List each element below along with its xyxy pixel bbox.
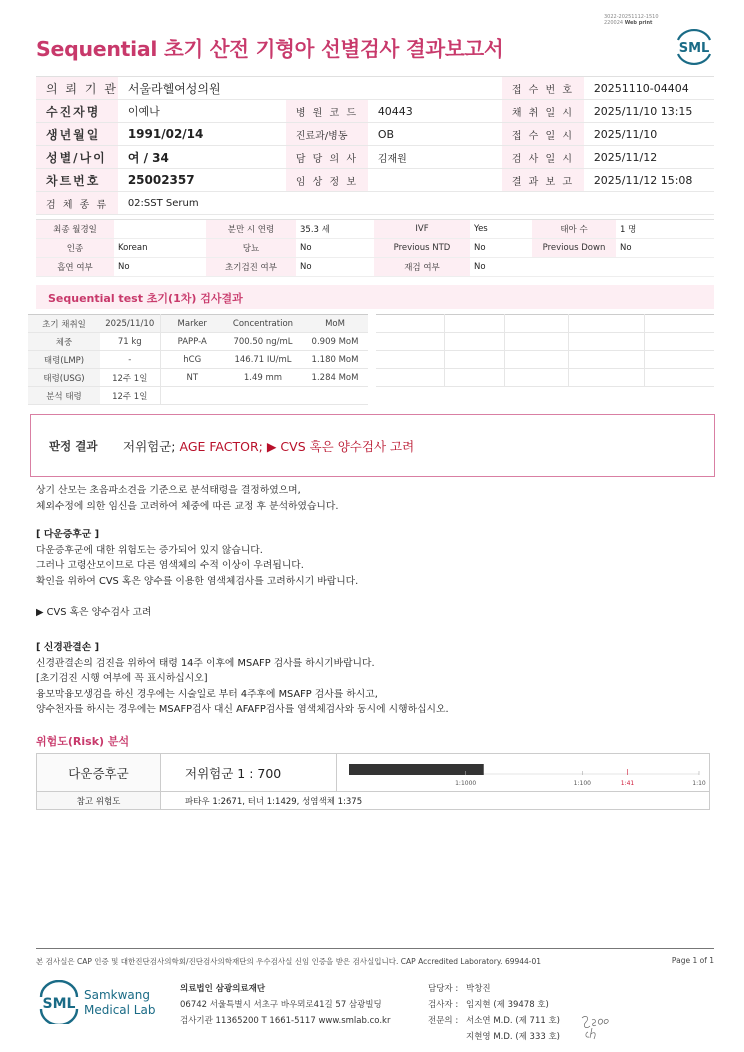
staff-name: 지현영 M.D. (제 333 호) bbox=[466, 1032, 561, 1042]
table-cell: 분석 태령 bbox=[28, 387, 100, 405]
reference-label: 참고 위험도 bbox=[37, 792, 161, 810]
empty-results-grid bbox=[376, 314, 714, 387]
address: 06742 서울특별시 서초구 바우뫼로41길 57 삼광빌딩 bbox=[180, 1000, 382, 1010]
staff-list: 담당자 : 박창진 검사자 : 임지현 (제 39478 호) 전문의 : 서소연 M.D. (제 711 호) 지현영 M.D. (제 333 호) bbox=[428, 984, 561, 1042]
table-cell: 태령(LMP) bbox=[28, 351, 100, 369]
staff-name: 임지현 (제 39478 호) bbox=[466, 1000, 549, 1010]
table-cell: 146.71 IU/mL bbox=[224, 351, 302, 369]
page-number: Page 1 of 1 bbox=[671, 956, 714, 965]
accreditation-note: 본 검사실은 CAP 인증 및 대한진단검사의학회/진단검사의학재단의 우수검사실 신임 인증을 받은 검사실입니다. CAP Accredited Laboratory. 69944-01 bbox=[36, 957, 542, 966]
judgement-value bbox=[123, 437, 414, 455]
sex-age-value: 여 / 34 bbox=[118, 146, 286, 169]
column-header: Marker bbox=[160, 315, 224, 333]
risk-tick-label: 1:1000 bbox=[455, 780, 477, 787]
hospital-code-value: 40443 bbox=[368, 100, 502, 123]
svg-text:SML: SML bbox=[42, 996, 76, 1012]
table-row bbox=[28, 315, 368, 333]
diabetes-value: No bbox=[296, 239, 374, 258]
text-line: 신경관결손의 검진을 위하여 태령 14주 이후에 MSAFP 검사를 하시기바랍니다. bbox=[36, 657, 375, 669]
table-cell: NT bbox=[160, 369, 224, 387]
retest-value: No bbox=[470, 258, 532, 277]
prev-down-value: No bbox=[616, 239, 714, 258]
collect-date-label: 채 취 일 시 bbox=[502, 100, 584, 123]
table-cell: 2025/11/10 bbox=[100, 315, 160, 333]
signature bbox=[578, 1010, 612, 1042]
lab-name-line: Samkwang bbox=[84, 988, 150, 1002]
risk-label: 다운증후군 bbox=[37, 754, 161, 792]
table-cell: 71 kg bbox=[100, 333, 160, 351]
text-line: 확인을 위하여 CVS 혹은 양수를 이용한 염색체검사를 고려하시기 바랍니다. bbox=[36, 575, 359, 587]
text-line: [초기검진 시행 여부에 꼭 표시하십시오] bbox=[36, 673, 208, 684]
retest-label: 재검 여부 bbox=[374, 258, 470, 277]
test-date-label: 검 사 일 시 bbox=[502, 146, 584, 169]
doctor-value: 김재원 bbox=[368, 146, 502, 169]
text-line: 체외수정에 의한 임신을 고려하여 체중에 따른 교정 후 분석하였습니다. bbox=[36, 500, 339, 512]
table-cell: 1.49 mm bbox=[224, 369, 302, 387]
table-cell: 12주 1일 bbox=[100, 387, 160, 405]
table-cell: 태령(USG) bbox=[28, 369, 100, 387]
down-syndrome-note bbox=[36, 527, 358, 589]
chart-no-value: 25002357 bbox=[118, 169, 286, 192]
risk-tick-label: 1:41 bbox=[620, 780, 635, 787]
paragraph-heading: [ 다운증후군 ] bbox=[36, 529, 100, 540]
text-line: 융모막융모생검을 하신 경우에는 시술일로 부터 4주후에 MSAFP 검사를 하시고, bbox=[36, 688, 378, 700]
judgement-recommendation: AGE FACTOR; ▶ CVS 혹은 양수검사 고려 bbox=[179, 439, 415, 454]
fetus-label: 태아 수 bbox=[532, 220, 616, 239]
patient-value: 이예나 bbox=[118, 100, 286, 123]
early-test-label: 초기검진 여부 bbox=[206, 258, 296, 277]
ivf-label: IVF bbox=[374, 220, 470, 239]
sml-logo bbox=[672, 24, 716, 66]
prev-ntd-label: Previous NTD bbox=[374, 239, 470, 258]
race-value: Korean bbox=[114, 239, 206, 258]
staff-name: 박창진 bbox=[466, 984, 491, 994]
table-cell: 1.284 MoM bbox=[302, 369, 368, 387]
smoking-value: No bbox=[114, 258, 206, 277]
clinical-label: 임 상 정 보 bbox=[286, 169, 368, 192]
reference-value: 파타우 1:2671, 터너 1:1429, 성염색체 1:375 bbox=[161, 792, 710, 810]
staff-name: 서소연 M.D. (제 711 호) bbox=[466, 1016, 561, 1026]
table-row bbox=[28, 387, 368, 405]
clinical-value bbox=[368, 169, 502, 192]
document-code: 3022-20251112-1510 220024 Web print bbox=[604, 14, 659, 26]
table-cell: hCG bbox=[160, 351, 224, 369]
judgement-label: 판정 결과 bbox=[49, 439, 98, 453]
risk-table bbox=[36, 753, 710, 810]
maternal-factors-table bbox=[36, 219, 714, 277]
risk-bar bbox=[349, 764, 484, 775]
text-line: 다운증후군에 대한 위험도는 증가되어 있지 않습니다. bbox=[36, 544, 263, 556]
risk-title: 위험도(Risk) 분석 bbox=[36, 735, 130, 748]
text-line: 상기 산모는 초음파소견을 기준으로 분석태령을 결정하였으며, bbox=[36, 485, 301, 496]
dob-label: 생년월일 bbox=[36, 123, 118, 146]
sml-logo bbox=[36, 980, 82, 1024]
prev-down-label: Previous Down bbox=[532, 239, 616, 258]
specimen-label: 검 체 종 류 bbox=[36, 192, 118, 215]
table-cell: PAPP-A bbox=[160, 333, 224, 351]
risk-scale-cell bbox=[337, 754, 710, 792]
dept-label: 진료과/병동 bbox=[286, 123, 368, 146]
table-row bbox=[28, 351, 368, 369]
early-test-value: No bbox=[296, 258, 374, 277]
chart-no-label: 차트번호 bbox=[36, 169, 118, 192]
lab-name-line: Medical Lab bbox=[84, 1003, 156, 1017]
risk-tick-label: 1:10 bbox=[692, 780, 706, 787]
prev-ntd-value: No bbox=[470, 239, 532, 258]
smoking-label: 흡연 여부 bbox=[36, 258, 114, 277]
text-line: 양수천자를 하시는 경우에는 MSAFP검사 대신 AFAFP검사를 염색체검사와 동시에 시행하십시오. bbox=[36, 704, 449, 715]
table-cell: 초기 채취일 bbox=[28, 315, 100, 333]
patient-label: 수진자명 bbox=[36, 100, 118, 123]
receipt-date-label: 접 수 일 시 bbox=[502, 123, 584, 146]
lab-name bbox=[84, 988, 155, 1018]
lab-address bbox=[180, 981, 390, 1029]
doctor-label: 담 당 의 사 bbox=[286, 146, 368, 169]
ivf-value: Yes bbox=[470, 220, 532, 239]
specimen-value: 02:SST Serum bbox=[118, 192, 714, 215]
requester-value: 서울라헬여성의원 bbox=[118, 77, 502, 100]
contact: 검사기관 11365200 T 1661-5117 www.smlab.co.kr bbox=[180, 1016, 391, 1026]
receipt-no-value: 20251110-04404 bbox=[584, 77, 714, 100]
dept-value: OB bbox=[368, 123, 502, 146]
sequential-results-table bbox=[28, 314, 368, 405]
text-line: 그러나 고령산모이므로 다른 염색체의 수적 이상이 우려됩니다. bbox=[36, 560, 304, 571]
cvs-note: ▶ CVS 혹은 양수검사 고려 bbox=[36, 607, 152, 618]
delivery-age-label: 분만 시 연령 bbox=[206, 220, 296, 239]
risk-scale bbox=[337, 754, 709, 791]
section-title: Sequential test 초기(1차) 검사결과 bbox=[48, 292, 243, 305]
table-cell: 1.180 MoM bbox=[302, 351, 368, 369]
hospital-code-label: 병 원 코 드 bbox=[286, 100, 368, 123]
ntd-note bbox=[36, 640, 449, 718]
table-cell: 체중 bbox=[28, 333, 100, 351]
table-cell: 12주 1일 bbox=[100, 369, 160, 387]
receipt-date-value: 2025/11/10 bbox=[584, 123, 714, 146]
lmp-label: 최종 월경일 bbox=[36, 220, 114, 239]
risk-tick-label: 1:100 bbox=[573, 780, 591, 787]
svg-text:SML: SML bbox=[678, 41, 710, 56]
analysis-note bbox=[36, 483, 338, 514]
section-header bbox=[36, 285, 714, 309]
table-cell: 0.909 MoM bbox=[302, 333, 368, 351]
test-date-value: 2025/11/12 bbox=[584, 146, 714, 169]
column-header: Concentration bbox=[224, 315, 302, 333]
diabetes-label: 당뇨 bbox=[206, 239, 296, 258]
report-date-label: 결 과 보 고 bbox=[502, 169, 584, 192]
judgement-result: 저위험군; bbox=[123, 439, 180, 454]
table-row bbox=[28, 333, 368, 351]
delivery-age-value: 35.3 세 bbox=[296, 220, 374, 239]
requester-label: 의 뢰 기 관 bbox=[36, 77, 118, 100]
foundation-name: 의료법인 삼광의료재단 bbox=[180, 984, 266, 994]
receipt-no-label: 접 수 번 호 bbox=[502, 77, 584, 100]
dob-value: 1991/02/14 bbox=[118, 123, 286, 146]
patient-info-table bbox=[36, 76, 714, 215]
column-header: MoM bbox=[302, 315, 368, 333]
report-date-value: 2025/11/12 15:08 bbox=[584, 169, 714, 192]
sex-age-label: 성별/나이 bbox=[36, 146, 118, 169]
paragraph-heading: [ 신경관결손 ] bbox=[36, 642, 100, 653]
footer-divider bbox=[36, 948, 714, 949]
table-cell: 700.50 ng/mL bbox=[224, 333, 302, 351]
lmp-value bbox=[114, 220, 206, 239]
fetus-value: 1 명 bbox=[616, 220, 714, 239]
race-label: 인종 bbox=[36, 239, 114, 258]
table-cell: - bbox=[100, 351, 160, 369]
judgement-box bbox=[30, 414, 715, 477]
table-row bbox=[28, 369, 368, 387]
collect-date-value: 2025/11/10 13:15 bbox=[584, 100, 714, 123]
risk-value: 저위험군 1 : 700 bbox=[161, 754, 337, 792]
page-title: Sequential 초기 산전 기형아 선별검사 결과보고서 bbox=[36, 37, 504, 61]
